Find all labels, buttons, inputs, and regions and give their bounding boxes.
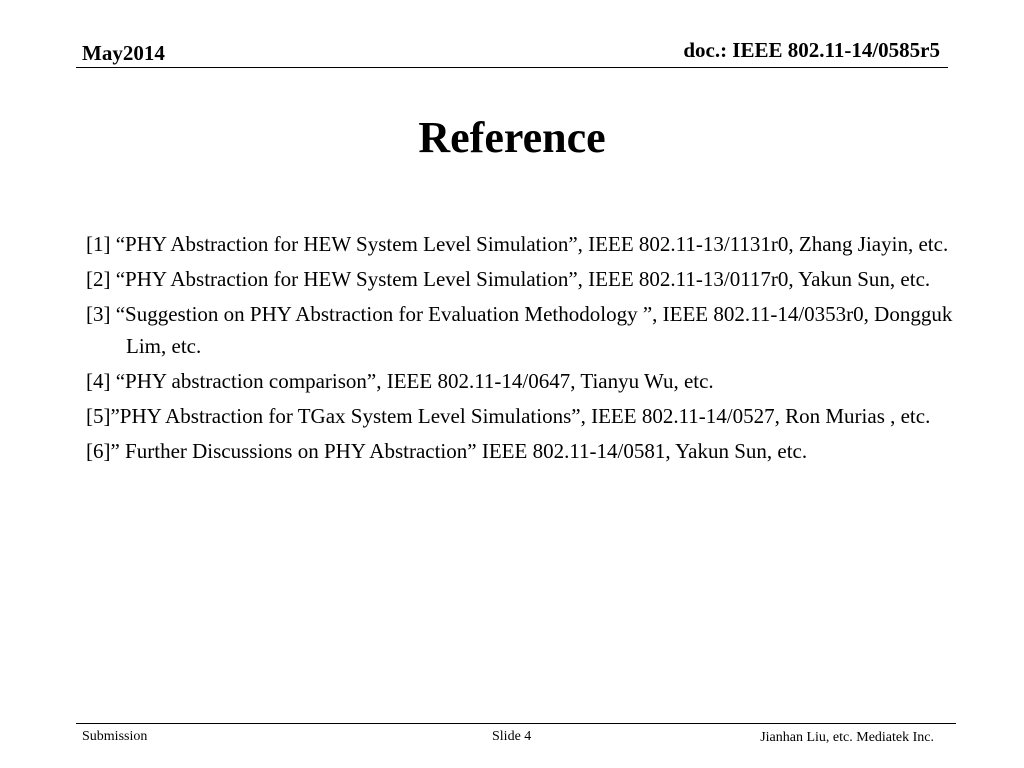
slide-title: Reference (418, 113, 606, 162)
document-id: doc.: IEEE 802.11-14/0585r5 (683, 38, 940, 62)
reference-item: [2] “PHY Abstraction for HEW System Level Simulation”, IEEE 802.11-13/0117r0, Yakun Sun, etc. (86, 267, 931, 291)
header-divider (76, 67, 948, 68)
footer-author: Jianhan Liu, etc. Mediatek Inc. (760, 730, 934, 745)
reference-item: [4] “PHY abstraction comparison”, IEEE 802.11-14/0647, Tianyu Wu, etc. (86, 369, 714, 393)
header-date: May2014 (82, 41, 165, 65)
reference-item: [3] “Suggestion on PHY Abstraction for Evaluation Methodology ”, IEEE 802.11-14/0353r0, Dongguk Lim, etc. (86, 302, 953, 358)
footer-submission: Submission (82, 729, 148, 744)
reference-item: [6]” Further Discussions on PHY Abstraction” IEEE 802.11-14/0581, Yakun Sun, etc. (86, 439, 808, 463)
reference-item: [5]”PHY Abstraction for TGax System Level Simulations”, IEEE 802.11-14/0527, Ron Murias , etc. (86, 404, 931, 428)
footer-divider (76, 723, 956, 724)
reference-list (86, 228, 966, 470)
slide-number: Slide 4 (492, 729, 532, 744)
reference-item: [1] “PHY Abstraction for HEW System Level Simulation”, IEEE 802.11-13/1131r0, Zhang Jiayin, etc. (86, 232, 949, 256)
